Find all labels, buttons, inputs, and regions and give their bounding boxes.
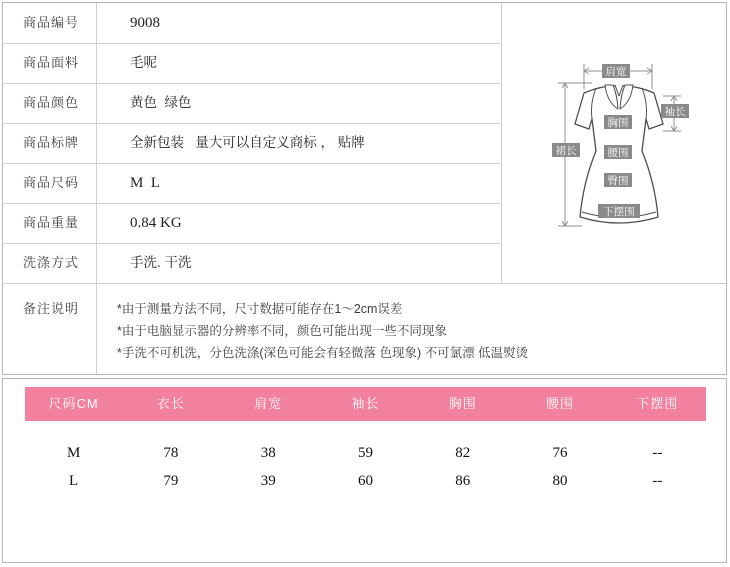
size-header-waist: 腰围 (546, 396, 575, 411)
attr-label-size: 商品尺码 (23, 175, 80, 190)
dress-diagram-svg (502, 3, 726, 283)
bust-label: 胸围 (607, 117, 629, 129)
hip-label: 臀围 (607, 175, 629, 187)
size-row-m (25, 438, 706, 468)
attr-label-washing: 洗涤方式 (23, 255, 80, 270)
waist-label: 腰围 (607, 147, 629, 159)
size-cell: 79 (163, 473, 179, 489)
attr-value-brand: 全新包装 量大可以自定义商标 ， 贴牌 (130, 135, 365, 150)
attr-value-weight: 0.84 KG (130, 215, 182, 231)
size-cell: M (66, 445, 81, 461)
attr-value-color: 黄色 绿色 (130, 95, 192, 110)
skirt-length-label: 裙长 (555, 145, 577, 157)
sleeve-label: 袖长 (664, 106, 686, 118)
notes-label: 备注说明 (23, 301, 80, 316)
size-chart-header (25, 387, 706, 421)
size-cell: -- (652, 445, 663, 461)
size-cell: L (69, 473, 79, 489)
hem-label: 下摆围 (603, 206, 635, 218)
note-line: *由于电脑显示器的分辨率不同，颜色可能出现一些不同现象 (117, 324, 447, 338)
attr-value-washing: 手洗. 干洗 (130, 255, 192, 270)
size-cell: 86 (455, 473, 471, 489)
size-header-shoulder: 肩宽 (254, 396, 283, 411)
size-cell: 39 (260, 473, 276, 489)
size-row-l (25, 466, 706, 496)
shoulder-label: 肩宽 (605, 66, 627, 78)
size-cell: 82 (455, 445, 471, 461)
size-header-garment-length: 衣长 (156, 396, 185, 411)
size-cell: -- (652, 473, 663, 489)
note-line: *手洗不可机洗，分色洗涤(深色可能会有轻微落 色现象) 不可氯漂 低温熨烫 (117, 346, 529, 360)
size-cell: 38 (260, 445, 276, 461)
size-cell: 80 (552, 473, 568, 489)
attr-value-size: M L (130, 175, 160, 191)
size-header-hem: 下摆围 (636, 396, 679, 411)
attr-label-weight: 商品重量 (23, 215, 80, 230)
size-cell: 76 (552, 445, 568, 461)
attr-label-item-number: 商品编号 (23, 15, 80, 30)
product-attributes-table (2, 2, 727, 375)
attr-value-fabric: 毛呢 (130, 55, 157, 70)
size-chart (2, 378, 727, 563)
row-divider (3, 283, 726, 284)
dress-measurement-diagram (502, 3, 726, 283)
size-header-bust: 胸围 (448, 396, 477, 411)
size-header-size: 尺码CM (48, 396, 99, 411)
attr-label-brand: 商品标牌 (23, 135, 80, 150)
notes-content (117, 298, 717, 364)
attr-label-color: 商品颜色 (23, 95, 80, 110)
size-cell: 60 (357, 473, 373, 489)
size-header-sleeve: 袖长 (351, 396, 380, 411)
attr-value-item-number: 9008 (130, 15, 160, 31)
size-cell: 59 (357, 445, 373, 461)
note-line: *由于测量方法不同，尺寸数据可能存在1～2cm误差 (117, 302, 403, 316)
size-cell: 78 (163, 445, 179, 461)
attr-label-fabric: 商品面料 (23, 55, 80, 70)
